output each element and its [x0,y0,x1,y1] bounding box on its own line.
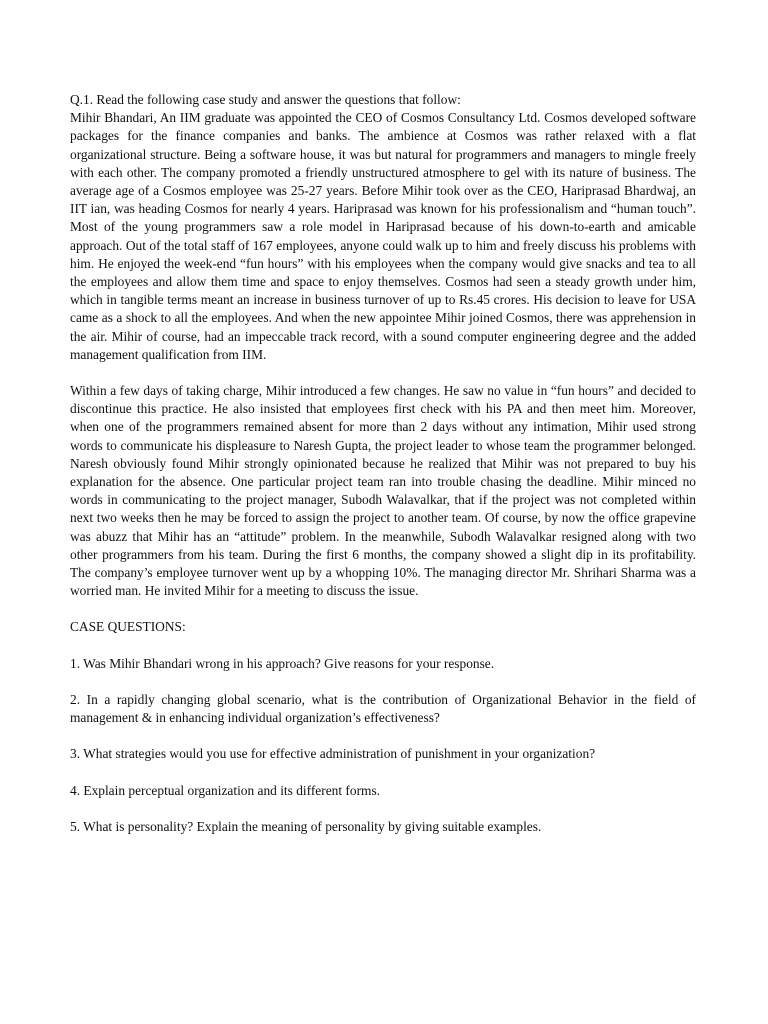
document-page [70,91,696,836]
case-question-3: 3. What strategies would you use for effective administration of punishment in your organization? [70,746,596,762]
question-heading: Q.1. Read the following case study and answer the questions that follow: [70,92,461,107]
case-questions-title: CASE QUESTIONS: [70,619,186,635]
case-question-2: 2. In a rapidly changing global scenario, what is the contribution of Organizational Behavior in the field of management & in enhancing individual organization’s effectiveness? [70,691,696,726]
case-paragraph-2: Within a few days of taking charge, Mihir introduced a few changes. He saw no value in “fun hours” and decided to discontinue this practice. He also insisted that employees first check with his PA and then meet him. Moreover, when one of the programmers remained absent for more than 2 days without any intimation, Mihir used strong words to communicate his displeasure to Naresh Gupta, the project leader to whose team the programmer belonged. Naresh obviously found Mihir strongly opinionated because he realized that Mihir was not prepared to buy his explanation for the absence. One particular project team ran into trouble chasing the deadline. Mihir minced no words in communicating to the project manager, Subodh Walavalkar, that if the project was not completed within next two weeks then he may be forced to assign the project to another team. Of course, by now the office grapevine was abuzz that Mihir has an “attitude” problem. In the meanwhile, Subodh Walavalkar resigned along with two other programmers from his team. During the first 6 months, the company showed a slight dip in its profitability. The company’s employee turnover went up by a whopping 10%. The managing director Mr. Shrihari Sharma was a worried man. He invited Mihir for a meeting to discuss the issue. [70,383,696,599]
case-question-4: 4. Explain perceptual organization and its different forms. [70,782,380,798]
case-paragraph-1: Mihir Bhandari, An IIM graduate was appointed the CEO of Cosmos Consultancy Ltd. Cosmos developed software packages for the finance companies and banks. The ambience at Cosmos was rather relaxed with a flat organizational structure. Being a software house, it was but natural for programmers and managers to mingle freely with each other. The company promoted a friendly unstructured atmosphere to gel with its nature of business. The average age of a Cosmos employee was 25-27 years. Before Mihir took over as the CEO, Hariprasad Bhardwaj, an IIT ian, was heading Cosmos for nearly 4 years. Hariprasad was known for his professionalism and “human touch”. Most of the young programmers saw a role model in Hariprasad because of his down-to-earth and amicable approach. Out of the total staff of 167 employees, anyone could walk up to him and freely discuss his problems with him. He enjoyed the week-end “fun hours” with his employees when the company would give snacks and tea to all the employees and allow them time and space to enjoy themselves. Cosmos had seen a steady growth under him, which in tangible terms meant an increase in business turnover of up to Rs.45 crores. His decision to leave for USA came as a shock to all the employees. And when the new appointee Mihir joined Cosmos, there was apprehension in the air. Mihir of course, had an impeccable track record, with a sound computer engineering degree and the added management qualification from IIM. [70,110,696,362]
case-question-1: 1. Was Mihir Bhandari wrong in his approach? Give reasons for your response. [70,655,495,671]
case-question-5: 5. What is personality? Explain the meaning of personality by giving suitable examples. [70,818,542,834]
